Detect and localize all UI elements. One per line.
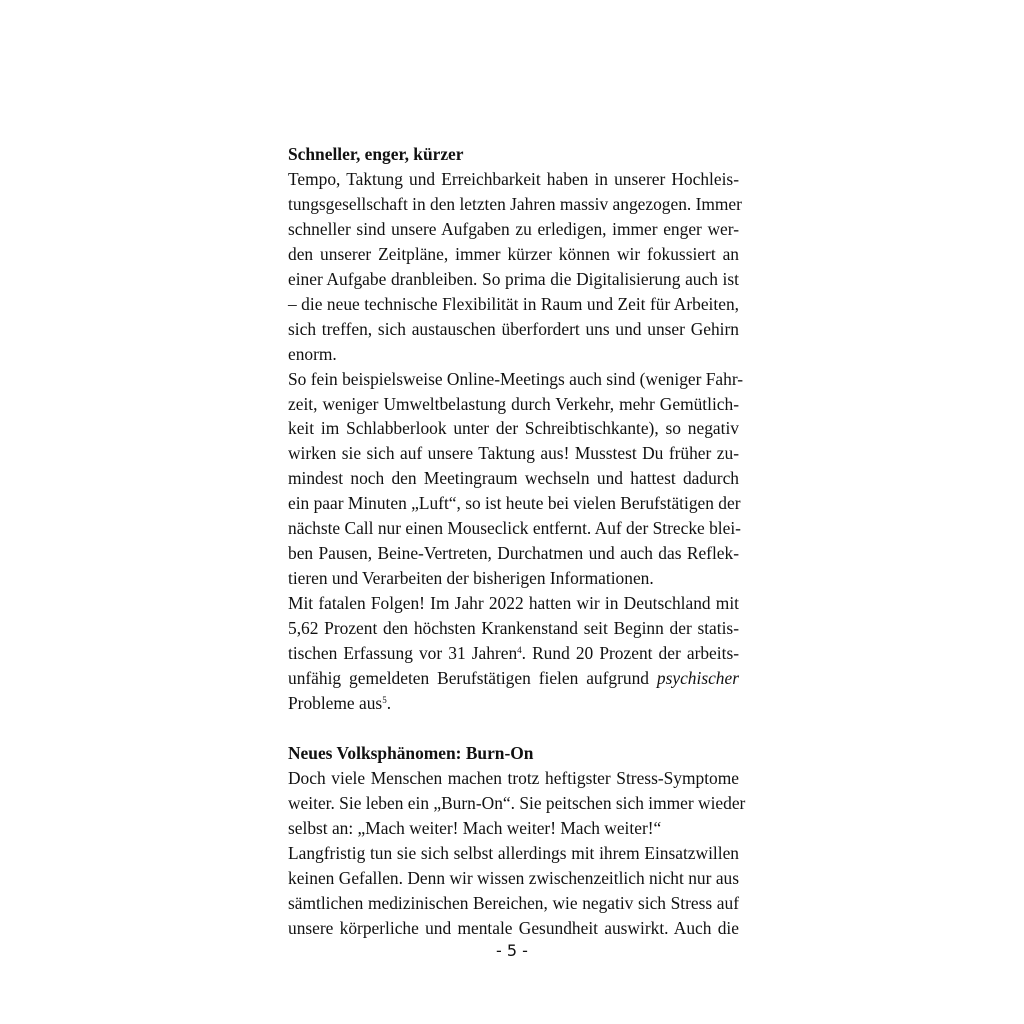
paragraph-gap [288,716,739,741]
text-segment: tischen Erfassung vor 31 Jahren [288,643,518,664]
text-line: sich treffen, sich austauschen überfordert uns und unser Gehirn [288,318,739,339]
text-line: mindest noch den Meetingraum wechseln und hattest dadurch [288,468,739,489]
section-heading-burn-on: Neues Volksphänomen: Burn-On [288,742,534,763]
text-line: Tempo, Taktung und Erreichbarkeit haben in unserer Hochleis- [288,168,739,189]
text-line: ben Pausen, Beine-Vertreten, Durchatmen und auch das Reflek- [288,543,739,564]
text-line: den unserer Zeitpläne, immer kürzer können wir fokussiert an [288,243,739,264]
text-line: Langfristig tun sie sich selbst allerdings mit ihrem Einsatzwillen [288,842,739,863]
text-line: weiter. Sie leben ein „Burn-On“. Sie peitschen sich immer wieder [288,792,746,813]
text-segment: unfähig gemeldeten Berufstätigen fielen aufgrund [288,668,649,689]
text-line: So fein beispielsweise Online-Meetings auch sind (weniger Fahr- [288,368,744,389]
text-line: ein paar Minuten „Luft“, so ist heute bei vielen Berufstätigen der [288,493,741,514]
text-line: keinen Gefallen. Denn wir wissen zwischenzeitlich nicht nur aus [288,867,739,888]
text-segment: . Rund 20 Prozent der arbeits- [521,643,740,664]
footnote-marker-5: 5 [382,694,387,705]
text-line [288,666,739,691]
text-line: einer Aufgabe dranbleiben. So prima die Digitalisierung auch ist [288,268,739,289]
text-line: schneller sind unsere Aufgaben zu erledigen, immer enger wer- [288,218,739,239]
text-line: zeit, weniger Umweltbelastung durch Verkehr, mehr Gemütlich- [288,393,739,414]
text-line [288,641,739,666]
text-line: unsere körperliche und mentale Gesundheit auswirkt. Auch die [288,917,739,938]
text-segment: . [386,692,392,713]
text-segment: Probleme aus [288,692,383,713]
text-line: Mit fatalen Folgen! Im Jahr 2022 hatten wir in Deutschland mit [288,593,739,614]
text-line: selbst an: „Mach weiter! Mach weiter! Mach weiter!“ [288,817,662,838]
text-line [288,691,739,716]
text-line: enorm. [288,343,337,364]
section-heading-schneller: Schneller, enger, kürzer [288,144,464,164]
text-line: nächste Call nur einen Mouseclick entfernt. Auf der Strecke blei- [288,518,741,539]
text-line: Doch viele Menschen machen trotz heftigster Stress-Symptome [288,767,739,788]
emphasis-psychischer: psychischer [656,668,739,689]
text-line: keit im Schlabberlook unter der Schreibtischkante), so negativ [288,418,739,439]
footnote-marker-4: 4 [517,645,522,656]
text-line: 5,62 Prozent den höchsten Krankenstand seit Beginn der statis- [288,618,739,639]
text-line: – die neue technische Flexibilität in Raum und Zeit für Arbeiten, [288,293,739,314]
text-line: wirken sie sich auf unsere Taktung aus! Musstest Du früher zu- [288,443,739,464]
text-line: sämtlichen medizinischen Bereichen, wie negativ sich Stress auf [288,892,739,913]
page-body [288,142,746,940]
page-number: - 5 - [496,941,528,960]
text-line: tieren und Verarbeiten der bisherigen Informationen. [288,568,654,589]
text-line: tungsgesellschaft in den letzten Jahren massiv angezogen. Immer [288,193,742,214]
